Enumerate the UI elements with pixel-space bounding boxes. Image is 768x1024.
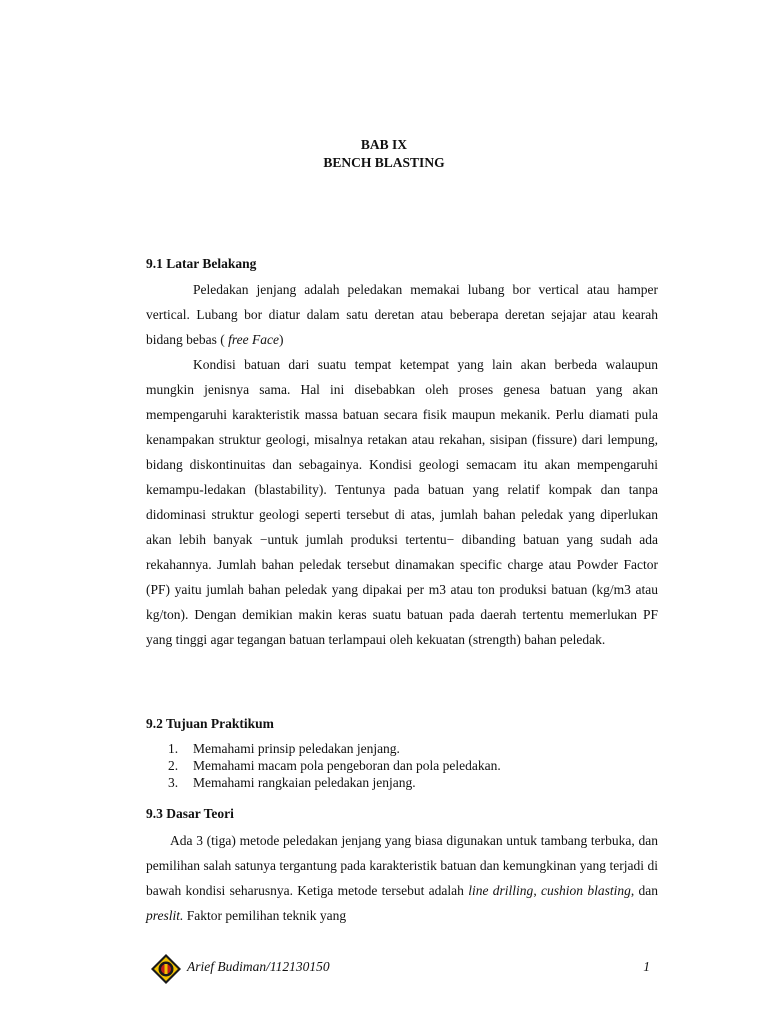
list-item — [168, 740, 501, 757]
paragraph-1-end: ) — [278, 332, 284, 347]
section-heading-tujuan-praktikum: 9.2 Tujuan Praktikum — [146, 716, 274, 731]
separator-1: , — [533, 883, 542, 898]
list-item-number: 2. — [168, 758, 179, 773]
paragraph-2-text: Kondisi batuan dari suatu tempat ketempat yang lain akan berbeda walaupun mungkin jenisnya sama. Hal ini disebabkan oleh proses genesa batuan yang akan mempengaruhi karakteristik massa batuan secara fisik maupun mekanik. Perlu diamati pula kenampakan struktur geologi, misalnya retakan atau rekahan, sisipan (fissure) dari lempung, bidang diskontinuitas dan sebagainya. Kondisi geologi semacam itu akan mempengaruhi kemampu-ledakan (blastability). Tentunya pada batuan yang relatif kompak dan tanpa didominasi struktur geologi seperti tersebut di atas, jumlah bahan peledak yang diperlukan akan lebih banyak −untuk jumlah produksi tertentu− dibanding batuan yang sudah ada rekahannya. Jumlah bahan peledak tersebut dinamakan specific charge atau Powder Factor (PF) yaitu jumlah bahan peledak yang dipakai per m3 atau ton produksi batuan (kg/m3 atau kg/ton). Dengan demikian makin keras suatu batuan pada daerah tertentu memerlukan PF yang tinggi agar tegangan batuan terlampaui oleh kekuatan (strength) bahan peledak. — [146, 357, 658, 647]
list-item-number: 3. — [168, 775, 179, 790]
separator-2: , dan — [630, 883, 659, 898]
paragraph-3-text-b: Faktor pemilihan teknik yang — [183, 908, 347, 923]
chapter-number: BAB IX — [360, 137, 408, 152]
section-heading-dasar-teori: 9.3 Dasar Teori — [146, 806, 234, 821]
list-item — [168, 774, 501, 791]
paragraph-3 — [146, 828, 658, 928]
paragraph-2 — [146, 352, 658, 652]
paragraph-1-emphasis: free Face — [224, 332, 279, 347]
section-heading-latar-belakang: 9.1 Latar Belakang — [146, 256, 257, 271]
objectives-list — [168, 740, 501, 791]
list-item-text: Memahami rangkaian peledakan jenjang. — [193, 775, 416, 790]
method-line-drilling: line drilling — [468, 883, 534, 898]
page-footer — [150, 953, 650, 985]
paragraph-1-text: Peledakan jenjang adalah peledakan memakai lubang bor vertical atau hamper vertical. Lubang bor diatur dalam satu deretan atau beberapa deretan sejajar atau kearah bidang bebas ( — [146, 282, 658, 347]
page-number: 1 — [643, 959, 650, 974]
method-preslit: preslit. — [146, 908, 184, 923]
list-item-number: 1. — [168, 741, 179, 756]
footer-author: Arief Budiman/112130150 — [187, 959, 330, 974]
list-item — [168, 757, 501, 774]
chapter-title: BENCH BLASTING — [323, 155, 445, 170]
list-item-text: Memahami macam pola pengeboran dan pola peledakan. — [193, 758, 501, 773]
method-cushion-blasting: cushion blasting — [541, 883, 631, 898]
paragraph-3-text-a: Ada 3 (tiga) metode peledakan jenjang yang biasa digunakan untuk tambang terbuka, dan pemilihan salah satunya tergantung pada karakteristik batuan dan kemungkinan yang terjadi di bawah kondisi seharusnya. Ketiga metode tersebut adalah — [146, 833, 658, 898]
paragraph-1 — [146, 277, 658, 352]
list-item-text: Memahami prinsip peledakan jenjang. — [193, 741, 400, 756]
university-logo-icon — [150, 953, 182, 985]
